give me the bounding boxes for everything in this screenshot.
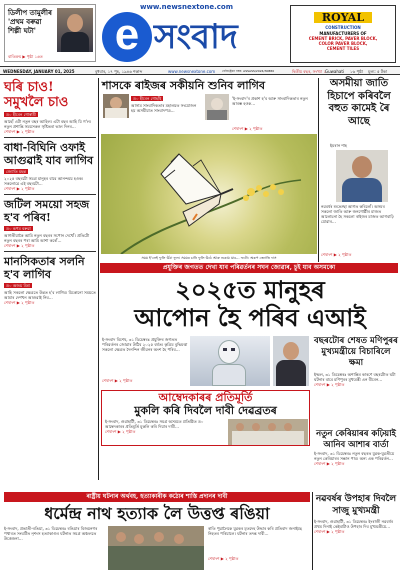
lead-more[interactable]: শেষাংশ ▶ ২ পৃষ্ঠাত — [102, 378, 133, 383]
left-text-4: আহি সকলো ক্ষেত্ৰতে উন্নত হ'ব লাগিব। যিকোনো সময়তে আমাৰ দেশখন আগুৱাই নিব… — [4, 290, 96, 300]
date: WEDNESDAY, JANUARY 01, 2025 — [3, 69, 75, 74]
center-top-byline — [131, 96, 163, 101]
bottom-more[interactable]: শেষাংশ ▶ ২ পৃষ্ঠাত — [208, 556, 239, 561]
left-more-2[interactable]: শেষাংশ ▶ ২ পৃষ্ঠাত — [4, 186, 35, 191]
lead-headline-2[interactable]: আপোন হৈ পৰিব এআই — [134, 303, 366, 332]
logo — [102, 12, 280, 64]
promo-more[interactable]: বাতিক্ৰম ▶ পৃষ্ঠা ১৬ত — [8, 54, 43, 59]
center-top-photo — [103, 94, 129, 118]
ad-line3: COLOR PAVER BLOCK, — [318, 41, 368, 46]
lower-banner-text[interactable]: ৰাষ্ট্ৰীয় ঘটনাৰ অৰ্থবহ, হত্যাকাৰীক কঠোৰ শাস্তি প্ৰদানৰ দাবী — [86, 493, 228, 500]
center-mid-headline-2[interactable]: মুকলি কৰি দিবলৈ দাবী দেৱব্ৰতৰ — [134, 404, 277, 417]
center-mid-photo — [228, 419, 308, 445]
center-mid-box — [101, 390, 310, 446]
ad-line4: CEMENT TILES — [326, 46, 360, 51]
tech-banner — [100, 263, 398, 273]
price: মূল্য: ৫ টকা — [368, 69, 387, 74]
right-low-box — [314, 428, 398, 492]
right-top-byline-text: ইমৰান শাহ — [330, 143, 348, 148]
right-mid-more[interactable]: শেষাংশ ▶ ২ পৃষ্ঠাত — [314, 382, 345, 387]
lead-portrait — [273, 336, 309, 386]
center-top-photo-2 — [205, 94, 229, 120]
bottom-right-text: ই-সংবাদ, গুৱাহাটী, ৩১ ডিচেম্বৰঃ ইংৰাজী নৱবৰ্ষৰ প্ৰথম দিনাই কেইবাটাও উপহাৰ দিব মুখ্যমন্ত্ৰীয়ে… — [314, 519, 394, 529]
right-mid-headline[interactable]: বছৰটোৰ শেষত মণিপুৰৰ মুখ্যমন্ত্ৰীয়ে বিচাৰিলে ক্ষমা — [314, 336, 398, 368]
logo-text: সংবাদ — [154, 17, 238, 57]
center-mid-headline-1[interactable]: আম্বেদকাৰৰ প্ৰতিমূৰ্তি — [158, 391, 253, 404]
left-byline-3: ড০ ৰূপম বৰুৱা — [6, 226, 31, 231]
city: Guwahati — [325, 69, 345, 74]
butterfly-illustration — [101, 134, 317, 254]
right-top-byline — [330, 143, 347, 148]
bottom-right-box — [314, 494, 398, 570]
left-column-divider — [98, 78, 99, 480]
tech-banner-text[interactable]: প্ৰযুক্তিৰ জগতত দেখা যাব পৰিৱৰ্তনৰ সঘন জোৱাৰ, চুই যাব অসমকো — [162, 264, 336, 271]
right-top-more[interactable]: শেষাংশ ▶ ২ পৃষ্ঠাত — [321, 252, 352, 257]
dateline-web[interactable]: www.newsnextone.com — [168, 69, 216, 74]
ad-line2: CEMENT BRICK, PAVER BLOCK, — [308, 36, 378, 41]
left-headline-1[interactable]: ঘৰি চাও! সমুখলৈ চাও — [4, 80, 69, 110]
left-text-2: ২০২৫ বছৰটো সমগ্ৰ মানুহৰ বাবে আনন্দময় হওক। সকলোৱে এই বছৰটো… — [4, 176, 84, 186]
bengali-date: বুধবাৰ, ১৭ পুহ, ১৯৪৬ শকাব্দ — [95, 69, 143, 74]
edition: দ্বিতীয় বছৰ, সংখ্যা ১ — [292, 69, 326, 74]
right-mid-text: ইম্ফল, ৩১ ডিচেম্বৰঃ অশান্তিৰ কাৰণে বছৰটোত ঘটা ঘটনাৰ বাবে মণিপুৰৰ মুখ্যমন্ত্ৰী এন বীৰেন… — [314, 372, 396, 382]
right-mid-box — [314, 336, 398, 426]
left-more-1[interactable]: শেষাংশ ▶ ২ পৃষ্ঠাত — [4, 129, 35, 134]
promo-portrait — [57, 8, 93, 52]
bottom-divider — [312, 492, 313, 570]
center-top-headline[interactable]: শাসকে ৰাইজৰ সকীয়নি শুনিব লাগিব — [102, 79, 266, 92]
left-byline-4: ড০ অজয় মিশ্ৰ — [6, 283, 30, 288]
right-low-more[interactable]: শেষাংশ ▶ ২ পৃষ্ঠাত — [314, 461, 345, 466]
bottom-text-right: ৰাতি পুৱালৈকে যুৱকৰ মৃতদেহ উদ্ধাৰ কৰি প্ৰতিবাদ জনাইছে নিহতৰ পৰিয়ালে। ঘটনাৰ তদন্ত দাবী… — [208, 526, 302, 536]
pages: ১৬ পৃষ্ঠা — [350, 69, 363, 74]
website[interactable]: www.newsnextone.com — [140, 3, 234, 11]
promo-title: ডিলীপ তামুলীৰ 'প্ৰথম বৰুৱা শিল্পী ঘটা' — [8, 8, 52, 35]
bottom-right-headline[interactable]: নৱবৰ্ষৰ উপহাৰ দিবলৈ সাজু মুখ্যমন্ত্ৰী — [315, 494, 397, 516]
lead-intro: ই-সংবাদ বিশেষ, ৩১ ডিচেম্বৰঃ প্ৰযুক্তিৰ জগতত পৰিৱৰ্তনৰ জোৱাৰ উঠিব ২০২৫ বৰ্ষত। কৃত্ৰিম বুদ্ধিমত্তা সকলো ক্ষেত্ৰত দৈনন্দিন জীৱনৰ অংশ হৈ পৰিব… — [102, 337, 188, 352]
dateline — [0, 66, 400, 75]
regd-number: ৰেজিষ্ট্ৰেচন নম্বৰ: ASSASS/2024/30880 — [222, 69, 275, 73]
ad-subtitle: CONSTRUCTION — [325, 25, 361, 30]
center-mid-more[interactable]: শেষাংশ ▶ ২ পৃষ্ঠাত — [105, 429, 136, 434]
butterfly-photo — [101, 134, 317, 254]
left-headline-4[interactable]: মানসিকতাৰ সলনি হ'ব লাগিব — [4, 255, 85, 281]
center-top-byline-text: ড০ হীৰেন গোহাঁই — [133, 96, 162, 101]
ad-title: ROYAL — [314, 12, 372, 23]
right-low-headline[interactable]: নতুন কেৰিয়াৰৰ কঢ়িয়াই আনিব আশাৰ বাৰ্তা — [316, 428, 396, 449]
left-more-3[interactable]: শেষাংশ ▶ ২ পৃষ্ঠাত — [4, 243, 35, 248]
bottom-photo — [108, 526, 204, 570]
center-top-more[interactable]: শেষাংশ ▶ ২ পৃষ্ঠাত — [232, 126, 263, 131]
left-byline-2: জ্যোতি মহন্ত — [6, 169, 27, 174]
ad-line1: MANUFACTURERS OF — [319, 31, 367, 36]
right-low-text: ই-সংবাদ, ৩১ ডিচেম্বৰঃ নতুন বছৰত যুৱক-যুৱতীয়ে নতুন কেৰিয়াৰৰ সন্ধান পাব। অন্য এক পৰিৱৰ্তন… — [314, 451, 395, 461]
right-top-photo — [336, 150, 388, 202]
center-mid-text: ই-সংবাদ, গুৱাহাটী, ৩১ ডিচেম্বৰঃ সমগ্ৰ অসমতে প্ৰতিষ্ঠিত ড০ আম্বেদকাৰৰ প্ৰতিমূৰ্তি মুকলি কৰি দিয়াৰ দাবী… — [105, 419, 204, 429]
left-text-3: আগতীয়াকৈ আমি নতুন বছৰৰ সপোন দেখোঁ। প্ৰতিটো নতুন বছৰৰ পৰা আমি আশা কৰোঁ… — [4, 233, 90, 243]
left-headline-3[interactable]: জটিল সময়ো সহজ হ'ব পৰিব! — [4, 198, 90, 224]
logo-e-badge: e — [102, 12, 152, 62]
bottom-text-left: ই-সংবাদ, প্ৰভাতী-ৰঙিয়া, ৩১ ডিচেম্বৰঃ ৰঙিয়াৰ বিজয়নগৰ পথাৰত সংঘটিত নৃশংস হত্যাকাণ্ডৰ ঘটনাত সমগ্ৰ অঞ্চলতে উত্তেজনা… — [4, 526, 98, 541]
left-headline-2[interactable]: বাধা-বিঘিনি ওফাই আগুৱাই যাব লাগিব — [4, 141, 94, 167]
lower-banner — [4, 492, 310, 502]
center-right-divider — [318, 78, 319, 262]
left-byline-1: ড০ হীৰেন গোস্বামী — [6, 112, 36, 117]
bottom-headline[interactable]: ধৰ্মেন্দ্ৰ নাথ হত্যাক লৈ উত্তপ্ত ৰঙিয়া — [44, 504, 270, 523]
royal-construction-ad[interactable] — [290, 5, 396, 63]
butterfly-caption: সময় ই'লেই ফুলি উঠা ফুল। সময়ৰ চানি ফুলি উঠে আৰু শুকায় যাব… ফটো: অৰূপ জ্যোতি দাস — [141, 256, 277, 260]
bottom-right-more[interactable]: শেষাংশ ▶ ২ পৃষ্ঠাত — [314, 529, 345, 534]
right-top-headline[interactable]: অসমীয়া জাতি হিচাপে কৰিবলৈ বহুত কামেই ৰৈ আছে — [327, 78, 391, 127]
left-more-4[interactable]: শেষাংশ ▶ ২ পৃষ্ঠাত — [4, 300, 35, 305]
right-top-text: নৱবৰ্ষৰ শুভেচ্ছা আগত কৰিলোঁ। অসমৰ সকলো জাতি আৰু জনগোষ্ঠীৰ মাজত আলোচনা হৈ সকলো ৰাইজৰ মাজত আগবাঢ়ি যোৱাৰ… — [321, 204, 394, 224]
left-promo[interactable] — [4, 4, 96, 62]
center-top-text-right: 'ই-সংবাদ'ৰ প্ৰকাশ হ'ব আৰু সাংবাদিকতাৰ নতুন আৰম্ভ হওক… — [232, 96, 308, 106]
lead-headline-1[interactable]: ২০২৫ত মানুহৰ — [175, 275, 325, 304]
left-text-1: আহোঁ এটা নতুন বছৰ আহিল। এটা বছৰ আহি যি গ'ল। নতুন প্ৰশান্তি সময়সকল সৃষ্টিভৰা ভাল দিনৰ… — [4, 119, 92, 129]
center-top-text-left: আসাম সাংবাদিকতাৰ মহালয়ত সংযোজন হয় অসমীয়াত সাংবাদপত্ৰ… — [131, 103, 197, 113]
left-column — [4, 78, 96, 480]
ai-robot-photo — [190, 336, 270, 386]
